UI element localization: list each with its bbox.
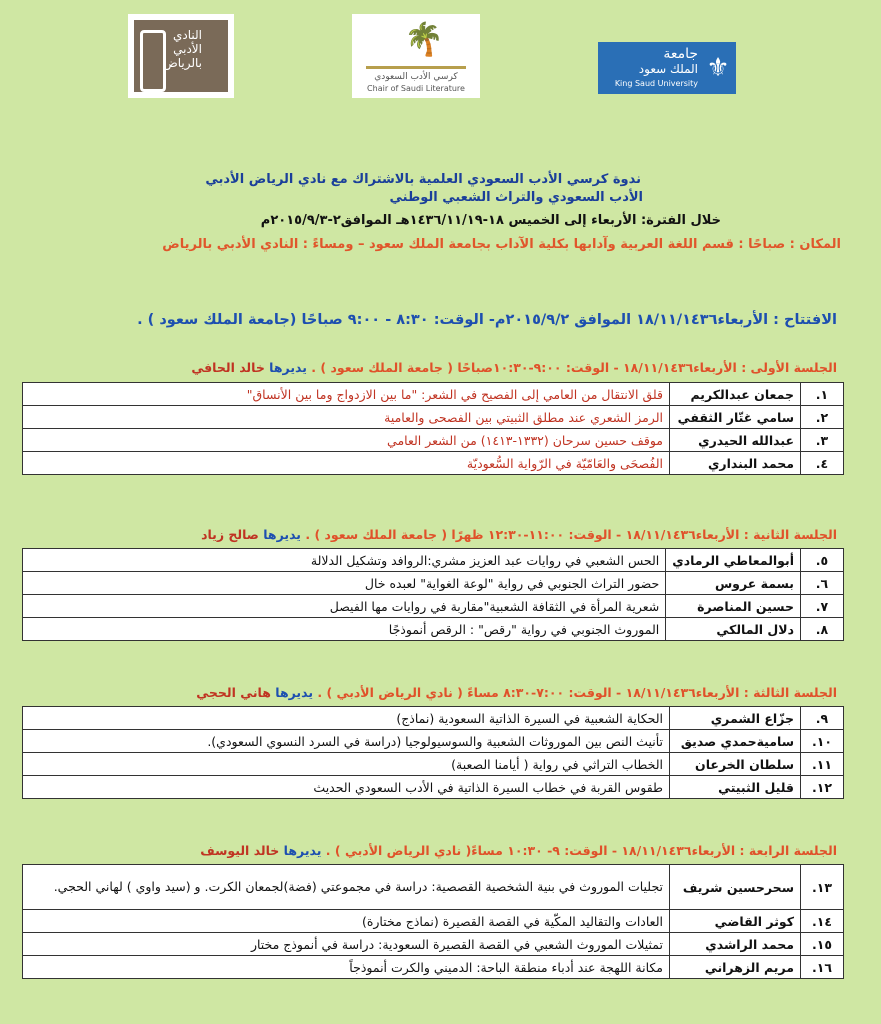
table-row	[23, 618, 844, 641]
paper-topic: مكانة اللهجة عند أدباء منطقة الباحة: الدميني والكرت أنموذجاً	[23, 956, 670, 979]
symposium-period: خلال الفترة: الأربعاء إلى الخميس ١٨-١٤٣٦/١١/١٩هـ الموافق٢-٢٠١٥/٩/٣م	[260, 213, 721, 228]
table-row	[23, 910, 844, 933]
session-1-table	[22, 382, 844, 475]
ksu-logo-english: King Saud University	[614, 79, 698, 88]
moderator-label: يديرها	[279, 843, 322, 858]
speaker-name: محمد البنداري	[670, 452, 801, 475]
paper-topic: قلق الانتقال من العامي إلى الفصيح في الشعر: "ما بين الازدواج وما بين الأنساق"	[23, 383, 670, 406]
row-number: ٩.	[801, 707, 844, 730]
row-number: ١٥.	[801, 933, 844, 956]
table-row	[23, 956, 844, 979]
session-3-table	[22, 706, 844, 799]
row-number: ٢.	[801, 406, 844, 429]
paper-topic: الخطاب التراثي في رواية ( أيامنا الصعبة)	[23, 753, 670, 776]
row-number: ٧.	[801, 595, 844, 618]
session-1-header	[191, 360, 837, 375]
row-number: ١.	[801, 383, 844, 406]
paper-topic: حضور التراث الجنوبي في رواية "لوعة الغواية" لعبده خال	[23, 572, 666, 595]
speaker-name: ساميةحمدي صديق	[670, 730, 801, 753]
ksu-emblem-icon: ⚜	[706, 53, 730, 83]
paper-topic: الحكاية الشعبية في السيرة الذاتية السعودية (نماذج)	[23, 707, 670, 730]
paper-topic: موقف حسين سرحان (١٣٣٢-١٤١٣) من الشعر العامي	[23, 429, 670, 452]
row-number: ١٠.	[801, 730, 844, 753]
table-row	[23, 383, 844, 406]
session-header-text: الجلسة الأولى : الأربعاء١٨/١١/١٤٣٦ - الوقت: ٩:٠٠-١٠:٣٠صباحًا ( جامعة الملك سعود ) .	[306, 360, 837, 375]
moderator-name: خالد الحافي	[191, 360, 265, 375]
paper-topic: العادات والتقاليد المكّية في القصة القصيرة (نماذج مختارة)	[23, 910, 670, 933]
speaker-name: قليل الثبيتي	[670, 776, 801, 799]
speaker-name: أبوالمعاطي الرمادي	[666, 549, 801, 572]
paper-topic: تأنيث النص بين الموروثات الشعبية والسوسيولوجيا (دراسة في السرد النسوي السعودي).	[23, 730, 670, 753]
king-saud-university-logo	[598, 42, 736, 94]
symposium-title: ندوة كرسي الأدب السعودي العلمية بالاشتراك مع نادي الرياض الأدبي	[205, 172, 641, 187]
chair-logo-english: Chair of Saudi Literature	[367, 84, 465, 93]
row-number: ١٦.	[801, 956, 844, 979]
speaker-name: دلال المالكي	[666, 618, 801, 641]
speaker-name: سامي غتّار الثقفي	[670, 406, 801, 429]
speaker-name: حسين المناصرة	[666, 595, 801, 618]
club-logo-box	[134, 20, 228, 92]
session-header-text: الجلسة الثالثة : الأربعاء١٨/١١/١٤٣٦ - الوقت: ٧:٠٠-٨:٣٠ مساءً ( نادي الرياض الأدبي ) .	[313, 685, 837, 700]
session-header-text: الجلسة الثانية : الأربعاء١٨/١١/١٤٣٦ - الوقت: ١١:٠٠-١٢:٣٠ ظهرًا ( جامعة الملك سعود ) .	[301, 527, 837, 542]
table-row	[23, 549, 844, 572]
row-number: ٦.	[801, 572, 844, 595]
moderator-name: خالد اليوسف	[200, 843, 280, 858]
symposium-place	[162, 237, 841, 252]
session-4-table	[22, 864, 844, 979]
chair-saudi-literature-logo	[352, 14, 480, 98]
ksu-logo-arabic-2: الملك سعود	[638, 62, 698, 76]
moderator-label: يديرها	[264, 360, 307, 375]
club-logo-text: النادي الأدبي بالرياض	[163, 28, 202, 70]
palm-icon: 🌴	[404, 20, 444, 58]
session-3-header	[196, 685, 837, 700]
speaker-name: عبدالله الحيدري	[670, 429, 801, 452]
row-number: ٣.	[801, 429, 844, 452]
row-number: ٥.	[801, 549, 844, 572]
moderator-label: يديرها	[270, 685, 314, 700]
table-row	[23, 865, 844, 910]
row-number: ٤.	[801, 452, 844, 475]
paper-topic: الفُصحَى والعَامّيّة في الرّواية السُّعوديّة	[23, 452, 670, 475]
paper-topic: تمثيلات الموروث الشعبي في القصة القصيرة السعودية: دراسة في أنموذج مختار	[23, 933, 670, 956]
speaker-name: محمد الراشدي	[670, 933, 801, 956]
paper-topic: تجليات الموروث في بنية الشخصية القصصية: دراسة في مجموعتي (فضة)لجمعان الكرت. و (سيد واوي ) لهاني الحجي.	[23, 865, 670, 910]
table-row	[23, 452, 844, 475]
paper-topic: الحس الشعبي في روايات عبد العزيز مشري:الروافد وتشكيل الدلالة	[23, 549, 666, 572]
speaker-name: سحرحسين شريف	[670, 865, 801, 910]
opening-session: الافتتاح : الأربعاء١٨/١١/١٤٣٦ الموافق ٢٠١٥/٩/٢م- الوقت: ٨:٣٠ - ٩:٠٠ صباحًا (جامعة الملك سعود ) .	[137, 312, 837, 328]
place-label: المكان :	[785, 237, 841, 252]
row-number: ٨.	[801, 618, 844, 641]
table-row	[23, 406, 844, 429]
paper-topic: الموروث الجنوبي في رواية "رقص" : الرقص أنموذجًا	[23, 618, 666, 641]
speaker-name: كوثر القاضي	[670, 910, 801, 933]
symposium-subtitle: الأدب السعودي والتراث الشعبي الوطني	[389, 190, 643, 205]
speaker-name: سلطان الخرعان	[670, 753, 801, 776]
paper-topic: شعرية المرأة في الثقافة الشعبية"مقاربة في روايات مها الفيصل	[23, 595, 666, 618]
speaker-name: جمعان عبدالكريم	[670, 383, 801, 406]
session-2-table	[22, 548, 844, 641]
table-row	[23, 595, 844, 618]
session-4-header	[200, 843, 837, 858]
paper-topic: الرمز الشعري عند مطلق الثبيتي بين الفصحى والعامية	[23, 406, 670, 429]
table-row	[23, 753, 844, 776]
book-line-icon	[366, 66, 466, 69]
table-row	[23, 707, 844, 730]
chair-logo-arabic: كرسي الأدب السعودي	[374, 72, 458, 82]
club-logo-mark-icon	[140, 30, 166, 92]
row-number: ١٤.	[801, 910, 844, 933]
moderator-name: صالح زياد	[201, 527, 259, 542]
session-header-text: الجلسة الرابعة : الأربعاء١٨/١١/١٤٣٦ - الوقت: ٩- ١٠:٣٠ مساءً( نادي الرياض الأدبي ) .	[321, 843, 837, 858]
speaker-name: جزّاع الشمري	[670, 707, 801, 730]
session-2-header	[201, 527, 837, 542]
speaker-name: مريم الزهراني	[670, 956, 801, 979]
table-row	[23, 572, 844, 595]
moderator-label: يديرها	[258, 527, 301, 542]
row-number: ١١.	[801, 753, 844, 776]
table-row	[23, 429, 844, 452]
ksu-logo-arabic-1: جامعة	[663, 46, 698, 62]
speaker-name: بسمة عروس	[666, 572, 801, 595]
table-row	[23, 933, 844, 956]
place-text: صباحًا : قسم اللغة العربية وآدابها بكلية الآداب بجامعة الملك سعود – ومساءً : النادي الأدبي بالرياض	[162, 237, 786, 252]
table-row	[23, 730, 844, 753]
paper-topic: طقوس القربة في خطاب السيرة الذاتية في الأدب السعودي الحديث	[23, 776, 670, 799]
row-number: ١٢.	[801, 776, 844, 799]
table-row	[23, 776, 844, 799]
riyadh-literary-club-logo	[128, 14, 234, 98]
moderator-name: هاني الحجي	[196, 685, 271, 700]
row-number: ١٣.	[801, 865, 844, 910]
